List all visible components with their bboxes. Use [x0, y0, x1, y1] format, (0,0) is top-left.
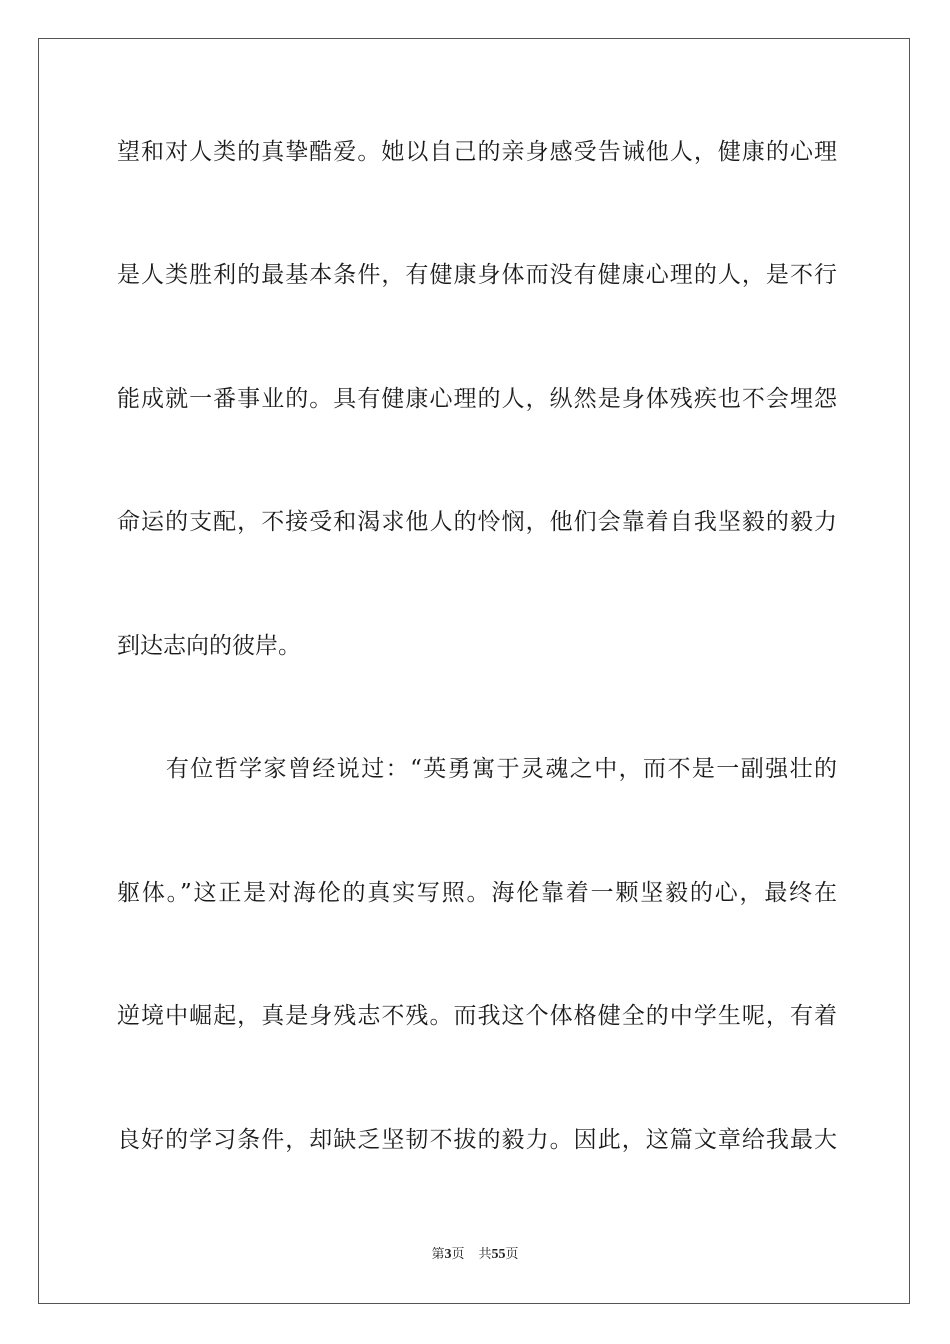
footer-page-prefix: 第	[431, 1247, 445, 1262]
body-line-3: 能成就一番事业的。具有健康心理的人，纵然是身体残疾也不会埋怨	[117, 386, 837, 412]
footer-page-suffix: 页	[451, 1247, 465, 1262]
footer-total-suffix: 页	[505, 1247, 519, 1262]
body-line-4: 命运的支配，不接受和渴求他人的怜悯，他们会靠着自我坚毅的毅力	[117, 509, 837, 535]
body-line-9: 良好的学习条件，却缺乏坚韧不拔的毅力。因此，这篇文章给我最大	[117, 1127, 837, 1153]
body-line-7: 躯体。”这正是对海伦的真实写照。海伦靠着一颗坚毅的心，最终在	[117, 880, 837, 906]
footer-total-prefix: 共	[478, 1247, 492, 1262]
body-line-1: 望和对人类的真挚酷爱。她以自己的亲身感受告诫他人，健康的心理	[117, 139, 837, 165]
body-line-5: 到达志向的彼岸。	[117, 633, 301, 659]
footer-total-pages: 55	[491, 1247, 506, 1262]
footer-page-number: 3	[444, 1247, 452, 1262]
body-line-2: 是人类胜利的最基本条件，有健康身体而没有健康心理的人，是不行	[117, 262, 837, 288]
page-border	[38, 38, 910, 1304]
body-line-6: 有位哲学家曾经说过：“英勇寓于灵魂之中，而不是一副强壮的	[117, 756, 837, 782]
body-line-8: 逆境中崛起，真是身残志不残。而我这个体格健全的中学生呢，有着	[117, 1003, 837, 1029]
page-footer	[0, 1246, 950, 1264]
